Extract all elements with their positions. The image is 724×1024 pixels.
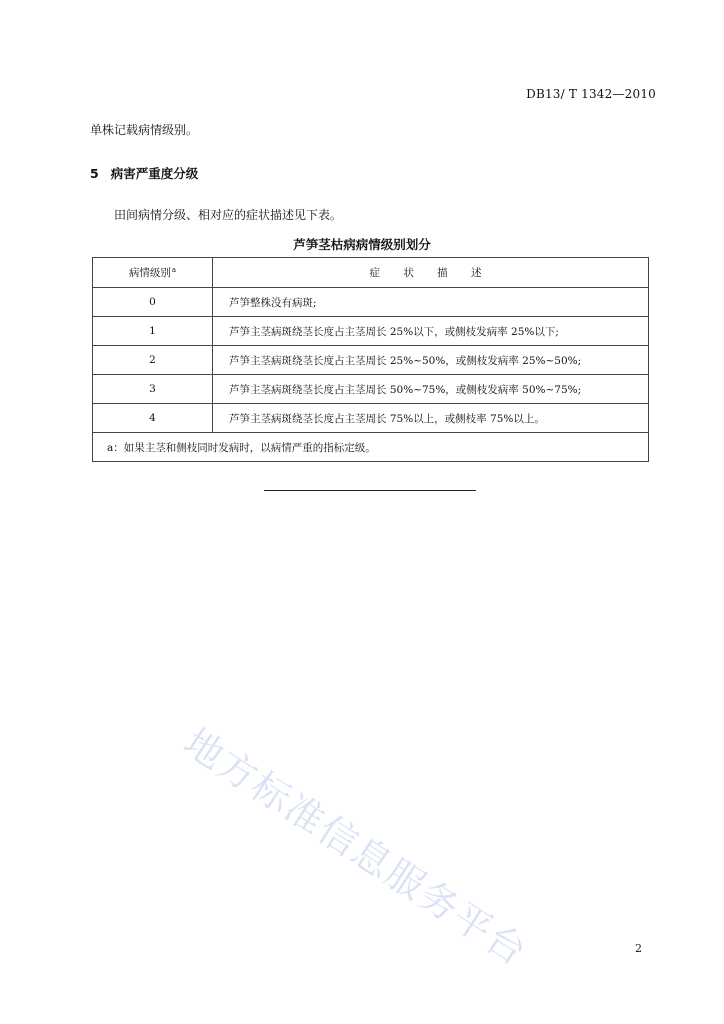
row-level: 3: [93, 375, 213, 404]
table-row: [93, 404, 649, 433]
row-description: 芦笋整株没有病斑;: [213, 288, 649, 317]
page-number: 2: [635, 942, 642, 955]
section-title: 病害严重度分级: [110, 166, 199, 181]
row-description: 芦笋主茎病斑绕茎长度占主茎周长 25%以下，或侧枝发病率 25%以下;: [213, 317, 649, 346]
table-row: [93, 288, 649, 317]
table-footnote: a：如果主茎和侧枝同时发病时，以病情严重的指标定级。: [93, 433, 649, 462]
row-level: 4: [93, 404, 213, 433]
table-header-row: [93, 258, 649, 288]
header-description: [213, 258, 649, 288]
grade-table: [92, 257, 649, 462]
table-title: 芦笋茎枯病病情级别划分: [293, 237, 431, 252]
paragraph-top: 单株记载病情级别。: [90, 123, 199, 137]
header-level-label: 病情级别: [128, 267, 171, 279]
watermark-text: 地方标准信息服务平台: [176, 719, 536, 975]
table-row: [93, 346, 649, 375]
row-description: 芦笋主茎病斑绕茎长度占主茎周长 50%~75%，或侧枝发病率 50%~75%;: [213, 375, 649, 404]
section-heading: [90, 164, 198, 182]
table-note-row: [93, 433, 649, 462]
standard-code: DB13/ T 1342—2010: [526, 87, 656, 101]
header-description-label: 症 状 描 述: [369, 267, 492, 279]
end-divider: [264, 490, 476, 491]
table-row: [93, 317, 649, 346]
row-level: 1: [93, 317, 213, 346]
table-row: [93, 375, 649, 404]
row-description: 芦笋主茎病斑绕茎长度占主茎周长 25%~50%，或侧枝发病率 25%~50%;: [213, 346, 649, 375]
section-number: 5: [90, 166, 99, 181]
paragraph-intro: 田间病情分级、相对应的症状描述见下表。: [114, 208, 343, 222]
row-level: 0: [93, 288, 213, 317]
row-description: 芦笋主茎病斑绕茎长度占主茎周长 75%以上，或侧枝率 75%以上。: [213, 404, 649, 433]
header-level: [93, 258, 213, 288]
row-level: 2: [93, 346, 213, 375]
header-level-footnote: a: [171, 265, 177, 274]
